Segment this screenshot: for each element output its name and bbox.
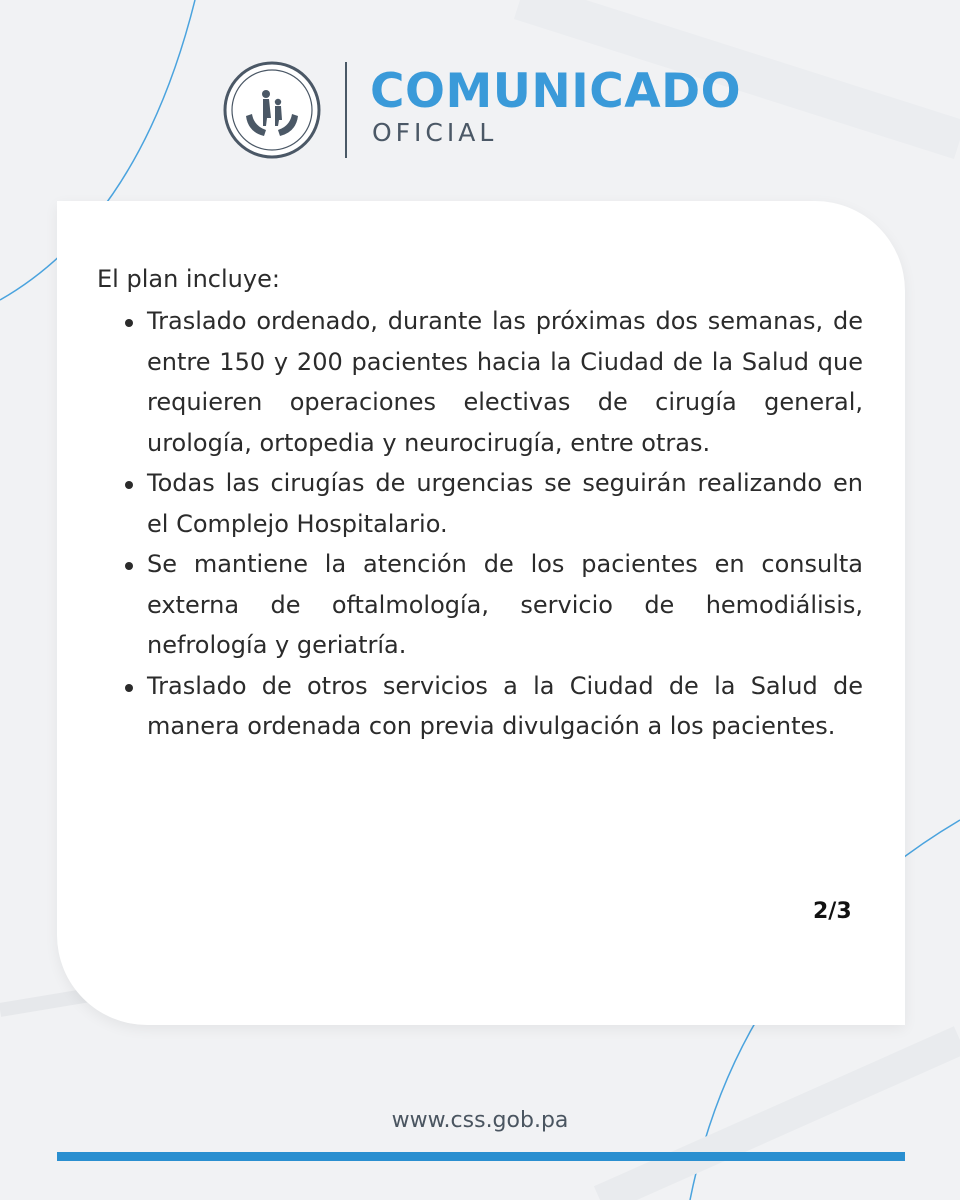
content-card xyxy=(57,201,905,1025)
bullet-icon xyxy=(125,319,133,327)
title-comunicado: COMUNICADO xyxy=(370,64,742,119)
bullet-list xyxy=(97,301,863,747)
bullet-item xyxy=(97,666,863,747)
bullet-icon xyxy=(125,481,133,489)
footer-bar xyxy=(57,1152,905,1161)
bullet-text: Traslado ordenado, durante las próximas dos semanas, de entre 150 y 200 pacientes hacia la Ciudad de la Salud que requieren operaciones electivas de cirugía general, urología, ortopedia y neurocirugía, entre otras. xyxy=(147,307,863,457)
bullet-text: Traslado de otros servicios a la Ciudad de la Salud de manera ordenada con previa divulgación a los pacientes. xyxy=(147,671,863,740)
css-logo xyxy=(222,60,322,160)
page-number: 2/3 xyxy=(813,899,852,924)
bullet-item xyxy=(97,301,863,463)
bullet-icon xyxy=(125,562,133,570)
bullet-item xyxy=(97,544,863,666)
bullet-text: Se mantiene la atención de los pacientes en consulta externa de oftalmología, servicio de hemodiálisis, nefrología y geriatría. xyxy=(147,550,863,659)
intro-text: El plan incluye: xyxy=(97,265,280,293)
bullet-item xyxy=(97,463,863,544)
bullet-icon xyxy=(125,684,133,692)
title-oficial: OFICIAL xyxy=(372,118,498,147)
website-link[interactable]: www.css.gob.pa xyxy=(391,1108,569,1133)
header xyxy=(0,0,960,200)
bullet-text: Todas las cirugías de urgencias se seguirán realizando en el Complejo Hospitalario. xyxy=(147,469,863,538)
header-divider xyxy=(345,62,347,158)
